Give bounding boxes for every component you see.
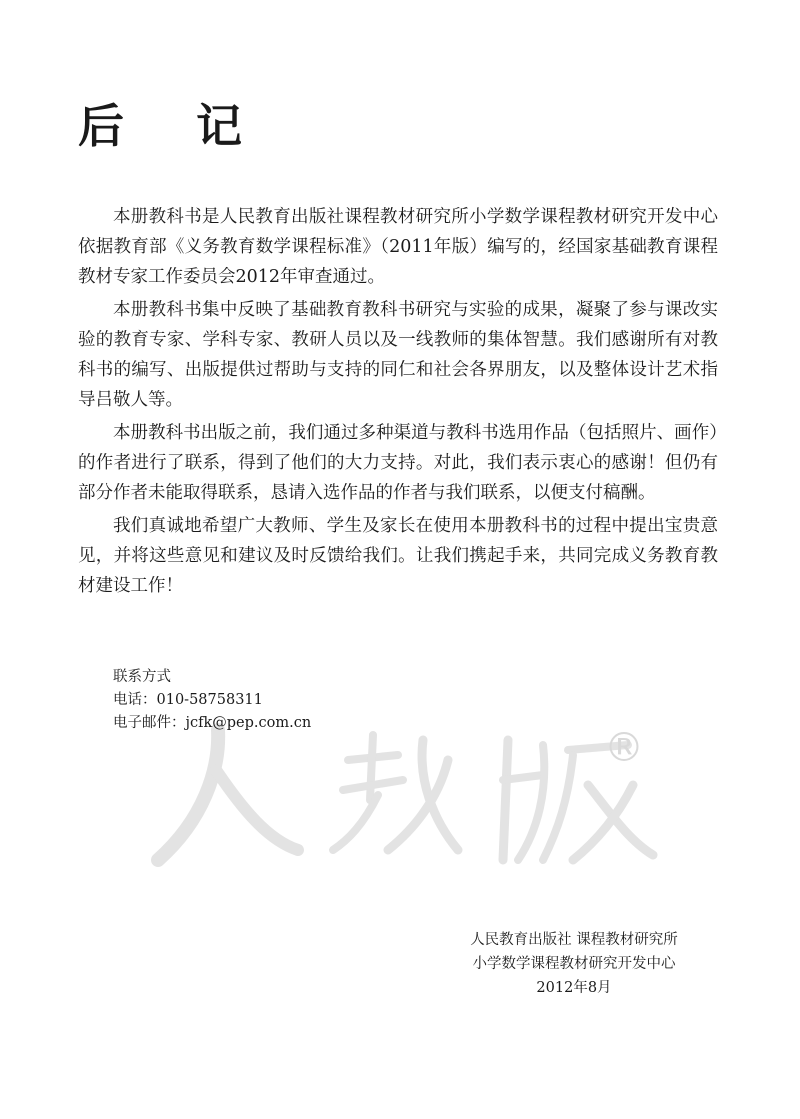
paragraph-2: 本册教科书集中反映了基础教育教科书研究与实验的成果，凝聚了参与课改实验的教育专家、学科专家、教研人员以及一线教师的集体智慧。我们感谢所有对教科书的编写、出版提供过帮助与支持的同仁和社会各界朋友，以及整体设计艺术指导吕敬人等。 [78,300,718,410]
signature-date: 2012年8月 [536,980,612,996]
signature-block [454,928,694,1000]
contact-heading: 联系方式 [113,669,171,685]
signature-publisher: 人民教育出版社 课程教材研究所 [470,932,678,948]
paragraph-4: 我们真诚地希望广大教师、学生及家长在使用本册教科书的过程中提出宝贵意见，并将这些意见和建议及时反馈给我们。让我们携起手来，共同完成义务教育教材建设工作！ [78,516,718,596]
page-title: 后 记 [78,99,271,153]
paragraph-3: 本册教科书出版之前，我们通过多种渠道与教科书选用作品（包括照片、画作）的作者进行了联系，得到了他们的大力支持。对此，我们表示衷心的感谢！但仍有部分作者未能取得联系，恳请入选作品的作者与我们联系，以便支付稿酬。 [78,423,718,503]
registered-trademark-icon: ® [604,725,644,771]
afterword-body [78,202,718,604]
contact-phone: 电话：010-58758311 [113,692,263,708]
paragraph-1: 本册教科书是人民教育出版社课程教材研究所小学数学课程教材研究开发中心依据教育部《义务教育数学课程标准》（2011年版）编写的，经国家基础教育课程教材专家工作委员会2012年审查通过。 [78,207,718,287]
contact-email: 电子邮件：jcfk@pep.com.cn [113,715,312,731]
signature-center: 小学数学课程教材研究开发中心 [472,956,676,972]
contact-info [113,666,311,735]
